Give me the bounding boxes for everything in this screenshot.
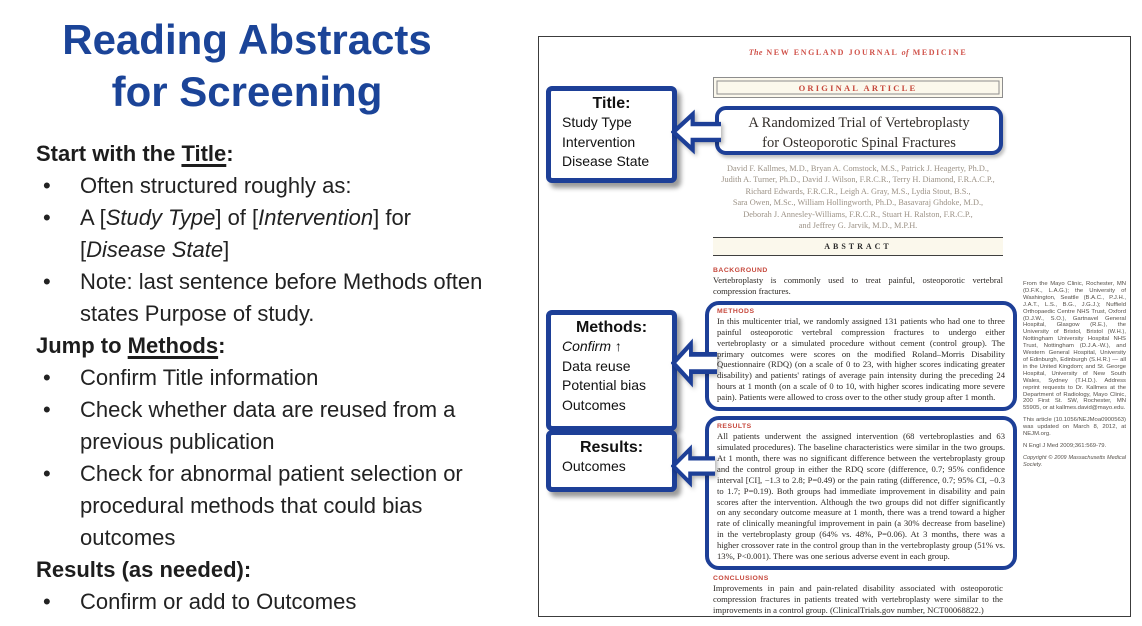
bullet-text: Note: last sentence before Methods often states Purpose of study.	[80, 269, 483, 326]
methods-annotation-line	[551, 337, 672, 357]
conclusions-text: Improvements in pain and pain-related disability associated with osteoporotic compression fractures in patients treated with vertebroplasty were similar to the improvements in a control group. (ClinicalTrials.gov number, NCT00068822.)	[713, 582, 1003, 615]
template-segment: ] for [	[80, 205, 412, 262]
author-line: and Jeffrey G. Jarvik, M.D., M.P.H.	[798, 221, 918, 231]
results-text: All patients underwent the assigned intervention (68 vertebroplasties and 63 simulated procedures). The baseline characteristics were similar in the two groups. At 1 month, there was no significant difference between the vertebroplasty group and the control group in either the RDQ score (difference, 0.7; 95% confidence interval [CI], −1.3 to 2.8; P=0.49) or the pain rating (difference, 0.7; 95% CI, −0.3 to 1.7; P=0.19). Both groups had immediate improvement in disability and pain scores after the intervention. Although the two groups did not differ significantly on any secondary outcome measure at 1 month, there was a trend toward a higher rate of clinically meaningful improvement in pain (a 30% decrease from baseline) in the vertebroplasty group (64% vs. 48%, P=0.06). At 3 months, there was a higher crossover rate in the control group than in the vertebroplasty group (51% vs. 13%, P<0.001). There was one serious adverse event in each group.	[717, 431, 1005, 562]
underlined-methods-word: Methods	[127, 333, 219, 358]
masthead-name-right: MEDICINE	[912, 48, 968, 57]
bullet-text: Confirm Title information	[80, 365, 319, 390]
underlined-title-word: Title	[181, 141, 227, 166]
bullet-note-purpose	[36, 266, 514, 330]
heading-suffix: :	[226, 141, 234, 166]
heading-jump-to-methods	[36, 330, 514, 362]
author-line: David F. Kallmes, M.D., Bryan A. Comstock, M.S., Patrick J. Heagerty, Ph.D.,	[727, 164, 989, 173]
article-update-note: This article (10.1056/NEJMoa0900563) was updated on March 8, 2012, at NEJM.org.	[1023, 417, 1126, 438]
citation-text: N Engl J Med 2009;361:569-79.	[1023, 442, 1107, 449]
heading-prefix: Start with the	[36, 141, 182, 166]
results-label: RESULTS	[717, 423, 752, 431]
author-line: Richard Edwards, F.R.C.R., Leigh A. Gray, M.S., Lydia Stout, B.S.,	[745, 186, 971, 196]
bullet-marker: •	[43, 173, 51, 198]
bullet-marker: •	[43, 589, 51, 614]
heading-start-with-title	[36, 138, 514, 170]
masthead-the: The	[748, 48, 763, 57]
bullet-marker: •	[43, 397, 51, 422]
masthead-name-left: NEW ENGLAND JOURNAL	[766, 48, 899, 57]
original-article-banner: ORIGINAL ARTICLE	[713, 77, 1003, 98]
abstract-column	[713, 267, 1003, 617]
methods-annotation-line: Data reuse	[562, 357, 631, 374]
methods-annotation-line: Potential bias	[562, 377, 647, 393]
template-segment: ]	[223, 237, 230, 262]
methods-annotation-heading: Methods:	[575, 319, 648, 336]
background-label: BACKGROUND	[713, 267, 768, 274]
methods-label: METHODS	[717, 307, 755, 315]
bullet-text: Often structured roughly as:	[80, 173, 352, 198]
bullet-structured	[36, 170, 514, 202]
template-intervention: Intervention	[258, 205, 374, 230]
results-annotation-heading: Results:	[579, 439, 644, 456]
author-line: Judith A. Turner, Ph.D., David J. Wilson, F.R.C.R., Terry H. Diamond, F.R.A.C.P.,	[721, 175, 995, 185]
title-annotation-line: Disease State	[562, 153, 650, 169]
confirm-label: Confirm	[562, 338, 612, 354]
article-title-line1: A Randomized Trial of Vertebroplasty	[748, 115, 970, 131]
author-line: Sara Owen, M.Sc., William Hollingworth, Ph.D., Basavaraj Ghdoke, M.D.,	[732, 198, 984, 208]
affiliations-margin-column	[1023, 281, 1126, 474]
results-highlight-box	[705, 416, 1017, 570]
left-block-arrow-icon	[671, 444, 715, 488]
template-study-type: Study Type	[105, 205, 216, 230]
template-disease-state: Disease State	[86, 237, 224, 262]
slide-body	[36, 138, 514, 618]
article-title-highlight-box	[715, 106, 1003, 155]
methods-highlight-box	[705, 301, 1017, 411]
methods-annotation-box	[546, 310, 677, 431]
title-annotation-box	[546, 86, 677, 183]
bullet-title-template	[36, 202, 514, 266]
bullet-text: Confirm or add to Outcomes	[80, 589, 357, 614]
left-block-arrow-icon	[671, 109, 721, 155]
bullet-confirm-title	[36, 362, 514, 394]
bullet-text: Check for abnormal patient selection or procedural methods that could bias outcomes	[80, 461, 463, 550]
slide-title-line1: Reading Abstracts	[62, 16, 432, 63]
template-segment: A [	[80, 205, 106, 230]
results-annotation-line: Outcomes	[562, 458, 626, 474]
bullet-marker: •	[43, 365, 51, 390]
bullet-text	[80, 202, 492, 266]
methods-annotation-line: Outcomes	[562, 396, 626, 413]
affiliations-text: From the Mayo Clinic, Rochester, MN (D.F.K., L.A.G.); the University of Washington, Seattle (B.A.C., P.J.H., J.A.T., L.S., B.G., J.G.J.); Nuffield Orthopaedic Centre NHS Trust, Oxford (D.J.W., S.O.), Gartnavel General Hospital, Glasgow (R.E.), the University of Bristol, Bristol (W.H.), Nottingham University Hospital NHS Trust, Nottingham (D.J.A.-W.), and Western General Hospital, University of Edinburgh, Edinburgh (S.H.R.) — all in the United Kingdom; and St. George Hospital, University of New South Wales, Sydney (T.H.D.). Address reprint requests to Dr. Kallmes at the Department of Radiology, Mayo Clinic, 200 First St. SW, Rochester, MN 55905, or at kallmes.david@mayo.edu.	[1023, 281, 1126, 412]
results-annotation-box	[546, 430, 677, 492]
title-annotation-line: Intervention	[562, 133, 636, 150]
conclusions-label: CONCLUSIONS	[713, 574, 769, 582]
author-list	[701, 163, 1015, 231]
bullet-marker: •	[43, 205, 51, 230]
journal-masthead	[713, 48, 1003, 57]
left-block-arrow-icon	[671, 338, 717, 388]
heading-suffix: :	[218, 333, 226, 358]
bullet-data-reuse	[36, 394, 514, 458]
bullet-bias	[36, 458, 514, 554]
bullet-marker: •	[43, 461, 51, 486]
methods-text: In this multicenter trial, we randomly assigned 131 patients who had one to three painful osteoporotic vertebral compression fractures to undergo either vertebroplasty or a simulated procedure without cement (control group). The primary outcomes were scores on the modified Roland–Morris Disability Questionnaire (RDQ) (on a scale of 0 to 23, with higher scores indicating greater disability) and patients' ratings of average pain intensity during the preceding 24 hours at 1 month (on a scale of 0 to 10, with higher scores indicating more severe pain). Patients were allowed to cross over to the other study group after 1 month.	[717, 315, 1005, 403]
bullet-outcomes	[36, 586, 514, 618]
abstract-header: ABSTRACT	[713, 237, 1003, 256]
author-line: Deborah J. Annesley-Williams, F.R.C.R., Stuart H. Ralston, F.R.C.P.,	[743, 209, 973, 219]
bullet-text: Check whether data are reused from a previous publication	[80, 397, 456, 454]
up-arrow-icon: ↑	[614, 338, 622, 354]
title-annotation-line: Study Type	[562, 114, 632, 130]
slide-title	[8, 14, 486, 118]
slide-title-line2: for Screening	[111, 68, 383, 115]
article-title-line2: for Osteoporotic Spinal Fractures	[762, 135, 956, 151]
background-text: Vertebroplasty is commonly used to treat painful, osteoporotic vertebral compression fractures.	[713, 275, 1003, 296]
copyright-text: Copyright © 2009 Massachusetts Medical Society.	[1023, 454, 1126, 468]
heading-results-as-needed: Results (as needed):	[36, 557, 252, 582]
heading-prefix: Jump to	[36, 333, 128, 358]
masthead-of: of	[901, 48, 910, 57]
title-annotation-heading: Title:	[592, 95, 631, 112]
bullet-marker: •	[43, 269, 51, 294]
template-segment: ] of [	[215, 205, 259, 230]
